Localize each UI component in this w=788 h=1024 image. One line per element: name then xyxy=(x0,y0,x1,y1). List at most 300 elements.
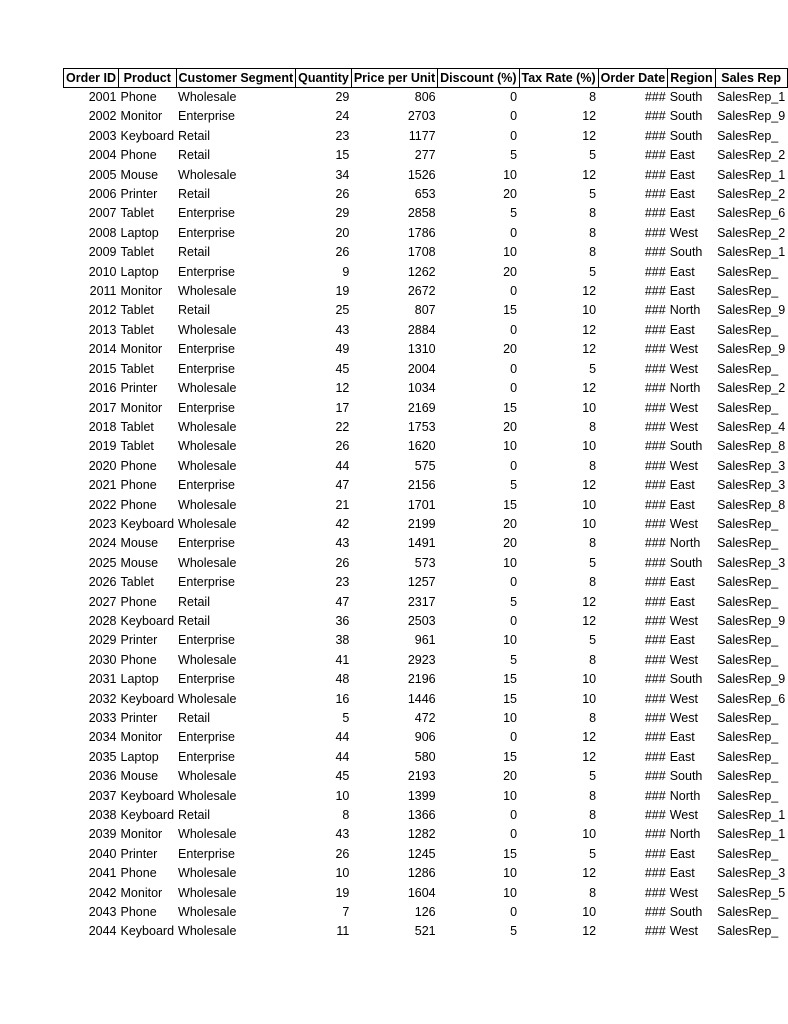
cell-order-id[interactable]: 2017 xyxy=(88,400,117,415)
cell-order-date[interactable]: ### xyxy=(644,361,666,376)
cell-price-per-unit[interactable]: 580 xyxy=(414,749,436,764)
cell-quantity[interactable]: 22 xyxy=(335,419,350,434)
cell-discount[interactable]: 5 xyxy=(510,148,518,163)
cell-tax-rate[interactable]: 8 xyxy=(589,458,597,473)
cell-order-id[interactable]: 2037 xyxy=(88,788,117,803)
cell-discount[interactable]: 15 xyxy=(503,497,518,512)
cell-discount[interactable]: 10 xyxy=(503,788,518,803)
cell-quantity[interactable]: 19 xyxy=(335,284,350,299)
cell-product[interactable]: Printer xyxy=(120,381,158,396)
cell-order-id[interactable]: 2029 xyxy=(88,633,117,648)
cell-tax-rate[interactable]: 8 xyxy=(589,885,597,900)
cell-order-date[interactable]: ### xyxy=(644,691,666,706)
cell-customer-segment[interactable]: Wholesale xyxy=(178,769,237,784)
cell-order-date[interactable]: ### xyxy=(644,536,666,551)
cell-quantity[interactable]: 36 xyxy=(335,613,350,628)
cell-region[interactable]: South xyxy=(669,769,703,784)
cell-region[interactable]: East xyxy=(669,264,695,279)
cell-order-date[interactable]: ### xyxy=(644,827,666,842)
cell-product[interactable]: Mouse xyxy=(120,769,159,784)
cell-quantity[interactable]: 16 xyxy=(335,691,350,706)
cell-sales-rep[interactable]: SalesRep_4 xyxy=(717,419,786,434)
cell-product[interactable]: Printer xyxy=(120,846,158,861)
cell-price-per-unit[interactable]: 1034 xyxy=(407,381,436,396)
cell-tax-rate[interactable]: 10 xyxy=(582,827,597,842)
cell-sales-rep[interactable]: SalesRep_ xyxy=(717,749,779,764)
cell-order-date[interactable]: ### xyxy=(644,905,666,920)
cell-product[interactable]: Monitor xyxy=(120,885,163,900)
cell-quantity[interactable]: 29 xyxy=(335,90,350,104)
cell-discount[interactable]: 0 xyxy=(510,905,518,920)
cell-price-per-unit[interactable]: 1701 xyxy=(407,497,436,512)
cell-order-id[interactable]: 2036 xyxy=(88,769,117,784)
cell-product[interactable]: Mouse xyxy=(120,167,159,182)
cell-tax-rate[interactable]: 8 xyxy=(589,575,597,590)
cell-discount[interactable]: 15 xyxy=(503,400,518,415)
cell-product[interactable]: Keyboard xyxy=(120,613,175,628)
cell-discount[interactable]: 10 xyxy=(503,167,518,182)
cell-sales-rep[interactable]: SalesRep_3 xyxy=(717,478,786,493)
cell-quantity[interactable]: 44 xyxy=(335,730,350,745)
cell-discount[interactable]: 15 xyxy=(503,303,518,318)
cell-order-date[interactable]: ### xyxy=(644,245,666,260)
cell-order-id[interactable]: 2042 xyxy=(88,885,117,900)
cell-customer-segment[interactable]: Retail xyxy=(178,711,210,725)
cell-price-per-unit[interactable]: 472 xyxy=(414,711,436,725)
cell-order-date[interactable]: ### xyxy=(644,575,666,590)
cell-order-date[interactable]: ### xyxy=(644,167,666,182)
cell-sales-rep[interactable]: SalesRep_9 xyxy=(717,342,786,357)
cell-sales-rep[interactable]: SalesRep_8 xyxy=(717,497,786,512)
cell-discount[interactable]: 5 xyxy=(510,652,518,667)
cell-order-id[interactable]: 2044 xyxy=(88,924,117,939)
cell-region[interactable]: East xyxy=(669,749,695,764)
cell-discount[interactable]: 0 xyxy=(510,90,518,104)
cell-order-date[interactable]: ### xyxy=(644,769,666,784)
cell-customer-segment[interactable]: Retail xyxy=(178,128,210,143)
cell-product[interactable]: Laptop xyxy=(120,225,159,240)
cell-tax-rate[interactable]: 10 xyxy=(582,905,597,920)
cell-price-per-unit[interactable]: 1245 xyxy=(407,846,436,861)
cell-region[interactable]: North xyxy=(669,827,701,842)
cell-quantity[interactable]: 43 xyxy=(335,536,350,551)
cell-quantity[interactable]: 45 xyxy=(335,769,350,784)
cell-region[interactable]: South xyxy=(669,439,703,454)
cell-order-date[interactable]: ### xyxy=(644,264,666,279)
cell-sales-rep[interactable]: SalesRep_8 xyxy=(717,439,786,454)
cell-price-per-unit[interactable]: 277 xyxy=(414,148,436,163)
cell-region[interactable]: North xyxy=(669,536,701,551)
cell-price-per-unit[interactable]: 521 xyxy=(414,924,436,939)
cell-discount[interactable]: 20 xyxy=(503,536,518,551)
cell-price-per-unit[interactable]: 2004 xyxy=(407,361,436,376)
cell-order-date[interactable]: ### xyxy=(644,613,666,628)
cell-quantity[interactable]: 26 xyxy=(335,555,350,570)
cell-order-id[interactable]: 2038 xyxy=(88,808,117,823)
cell-order-id[interactable]: 2027 xyxy=(88,594,117,609)
cell-sales-rep[interactable]: SalesRep_3 xyxy=(717,458,786,473)
cell-product[interactable]: Tablet xyxy=(120,439,154,454)
cell-price-per-unit[interactable]: 2884 xyxy=(407,322,436,337)
cell-price-per-unit[interactable]: 806 xyxy=(414,90,436,104)
cell-product[interactable]: Tablet xyxy=(120,575,154,590)
cell-tax-rate[interactable]: 8 xyxy=(589,711,597,725)
cell-quantity[interactable]: 7 xyxy=(342,905,350,920)
cell-discount[interactable]: 10 xyxy=(503,633,518,648)
cell-order-id[interactable]: 2025 xyxy=(88,555,117,570)
cell-customer-segment[interactable]: Retail xyxy=(178,148,210,163)
cell-tax-rate[interactable]: 5 xyxy=(589,361,597,376)
cell-region[interactable]: South xyxy=(669,128,703,143)
cell-product[interactable]: Keyboard xyxy=(120,924,175,939)
cell-region[interactable]: East xyxy=(669,633,695,648)
cell-quantity[interactable]: 11 xyxy=(336,924,350,939)
cell-order-id[interactable]: 2034 xyxy=(88,730,117,745)
cell-order-date[interactable]: ### xyxy=(644,225,666,240)
cell-order-id[interactable]: 2043 xyxy=(88,905,117,920)
cell-order-date[interactable]: ### xyxy=(644,342,666,357)
cell-quantity[interactable]: 41 xyxy=(335,652,350,667)
cell-tax-rate[interactable]: 12 xyxy=(582,594,597,609)
cell-order-id[interactable]: 2020 xyxy=(88,458,117,473)
cell-region[interactable]: South xyxy=(669,90,703,104)
cell-region[interactable]: West xyxy=(669,419,698,434)
cell-discount[interactable]: 0 xyxy=(510,128,518,143)
cell-order-id[interactable]: 2011 xyxy=(89,284,117,299)
cell-discount[interactable]: 0 xyxy=(510,225,518,240)
cell-tax-rate[interactable]: 10 xyxy=(582,497,597,512)
cell-discount[interactable]: 20 xyxy=(503,342,518,357)
cell-product[interactable]: Phone xyxy=(120,497,157,512)
cell-region[interactable]: West xyxy=(669,361,698,376)
cell-sales-rep[interactable]: SalesRep_1 xyxy=(717,90,786,104)
cell-customer-segment[interactable]: Retail xyxy=(178,187,210,202)
cell-order-date[interactable]: ### xyxy=(644,885,666,900)
cell-order-id[interactable]: 2023 xyxy=(88,516,117,531)
cell-tax-rate[interactable]: 5 xyxy=(589,264,597,279)
cell-customer-segment[interactable]: Wholesale xyxy=(178,167,237,182)
cell-tax-rate[interactable]: 8 xyxy=(589,90,597,104)
cell-tax-rate[interactable]: 10 xyxy=(582,691,597,706)
cell-order-id[interactable]: 2009 xyxy=(88,245,117,260)
cell-product[interactable]: Keyboard xyxy=(120,128,175,143)
cell-quantity[interactable]: 17 xyxy=(335,400,350,415)
cell-price-per-unit[interactable]: 2923 xyxy=(407,652,436,667)
cell-product[interactable]: Tablet xyxy=(120,206,154,221)
cell-tax-rate[interactable]: 10 xyxy=(582,439,597,454)
cell-order-id[interactable]: 2010 xyxy=(88,264,117,279)
cell-region[interactable]: West xyxy=(669,225,698,240)
cell-order-id[interactable]: 2040 xyxy=(88,846,117,861)
cell-region[interactable]: East xyxy=(669,284,695,299)
cell-region[interactable]: West xyxy=(669,808,698,823)
cell-order-id[interactable]: 2019 xyxy=(88,439,117,454)
cell-product[interactable]: Printer xyxy=(120,633,158,648)
cell-product[interactable]: Laptop xyxy=(120,672,159,687)
cell-quantity[interactable]: 23 xyxy=(335,128,350,143)
cell-sales-rep[interactable]: SalesRep_ xyxy=(717,575,779,590)
header-quantity[interactable]: Quantity xyxy=(296,69,352,88)
cell-tax-rate[interactable]: 12 xyxy=(582,381,597,396)
cell-tax-rate[interactable]: 12 xyxy=(582,730,597,745)
cell-sales-rep[interactable]: SalesRep_3 xyxy=(717,555,786,570)
cell-order-id[interactable]: 2015 xyxy=(88,361,117,376)
cell-order-date[interactable]: ### xyxy=(644,284,666,299)
cell-region[interactable]: West xyxy=(669,924,698,939)
header-order-id[interactable]: Order ID xyxy=(64,69,119,88)
cell-discount[interactable]: 15 xyxy=(503,672,518,687)
cell-tax-rate[interactable]: 5 xyxy=(589,148,597,163)
cell-product[interactable]: Tablet xyxy=(120,361,154,376)
cell-quantity[interactable]: 42 xyxy=(335,516,350,531)
cell-region[interactable]: South xyxy=(669,109,703,124)
cell-order-id[interactable]: 2018 xyxy=(88,419,117,434)
cell-product[interactable]: Printer xyxy=(120,711,158,725)
cell-region[interactable]: East xyxy=(669,167,695,182)
cell-customer-segment[interactable]: Enterprise xyxy=(178,264,236,279)
cell-sales-rep[interactable]: SalesRep_ xyxy=(717,905,779,920)
cell-customer-segment[interactable]: Wholesale xyxy=(178,439,237,454)
cell-order-date[interactable]: ### xyxy=(644,652,666,667)
cell-price-per-unit[interactable]: 2858 xyxy=(407,206,436,221)
cell-sales-rep[interactable]: SalesRep_1 xyxy=(717,167,786,182)
cell-discount[interactable]: 20 xyxy=(503,769,518,784)
cell-order-date[interactable]: ### xyxy=(644,419,666,434)
cell-tax-rate[interactable]: 5 xyxy=(589,187,597,202)
cell-customer-segment[interactable]: Wholesale xyxy=(178,866,237,881)
cell-sales-rep[interactable]: SalesRep_2 xyxy=(717,148,786,163)
cell-order-id[interactable]: 2016 xyxy=(88,381,117,396)
cell-quantity[interactable]: 8 xyxy=(342,808,350,823)
cell-price-per-unit[interactable]: 1491 xyxy=(407,536,436,551)
cell-quantity[interactable]: 49 xyxy=(335,342,350,357)
cell-sales-rep[interactable]: SalesRep_5 xyxy=(717,885,786,900)
cell-price-per-unit[interactable]: 126 xyxy=(414,905,436,920)
cell-customer-segment[interactable]: Enterprise xyxy=(178,846,236,861)
cell-order-id[interactable]: 2007 xyxy=(88,206,117,221)
cell-region[interactable]: West xyxy=(669,400,698,415)
cell-quantity[interactable]: 21 xyxy=(335,497,350,512)
cell-order-id[interactable]: 2022 xyxy=(88,497,117,512)
cell-product[interactable]: Monitor xyxy=(120,284,163,299)
cell-quantity[interactable]: 45 xyxy=(335,361,350,376)
header-order-date[interactable]: Order Date xyxy=(598,69,668,88)
cell-product[interactable]: Tablet xyxy=(120,245,154,260)
cell-product[interactable]: Mouse xyxy=(120,555,159,570)
cell-price-per-unit[interactable]: 807 xyxy=(414,303,436,318)
cell-customer-segment[interactable]: Wholesale xyxy=(178,322,237,337)
cell-customer-segment[interactable]: Enterprise xyxy=(178,749,236,764)
cell-quantity[interactable]: 20 xyxy=(335,225,350,240)
cell-order-date[interactable]: ### xyxy=(644,206,666,221)
cell-region[interactable]: East xyxy=(669,846,695,861)
cell-tax-rate[interactable]: 8 xyxy=(589,652,597,667)
cell-region[interactable]: East xyxy=(669,866,695,881)
cell-price-per-unit[interactable]: 1282 xyxy=(407,827,436,842)
cell-tax-rate[interactable]: 12 xyxy=(582,749,597,764)
cell-product[interactable]: Printer xyxy=(120,187,158,202)
cell-quantity[interactable]: 9 xyxy=(342,264,350,279)
cell-discount[interactable]: 15 xyxy=(503,749,518,764)
cell-order-id[interactable]: 2001 xyxy=(88,90,117,104)
cell-product[interactable]: Phone xyxy=(120,90,157,104)
cell-customer-segment[interactable]: Wholesale xyxy=(178,497,237,512)
cell-price-per-unit[interactable]: 1446 xyxy=(407,691,436,706)
cell-quantity[interactable]: 10 xyxy=(335,866,350,881)
cell-price-per-unit[interactable]: 1366 xyxy=(407,808,436,823)
cell-discount[interactable]: 0 xyxy=(510,613,518,628)
cell-sales-rep[interactable]: SalesRep_ xyxy=(717,400,779,415)
cell-order-date[interactable]: ### xyxy=(644,730,666,745)
cell-order-id[interactable]: 2024 xyxy=(88,536,117,551)
cell-customer-segment[interactable]: Enterprise xyxy=(178,575,236,590)
cell-sales-rep[interactable]: SalesRep_ xyxy=(717,264,779,279)
cell-tax-rate[interactable]: 12 xyxy=(582,342,597,357)
cell-tax-rate[interactable]: 8 xyxy=(589,206,597,221)
cell-region[interactable]: East xyxy=(669,497,695,512)
cell-customer-segment[interactable]: Wholesale xyxy=(178,90,237,104)
cell-customer-segment[interactable]: Wholesale xyxy=(178,555,237,570)
cell-quantity[interactable]: 26 xyxy=(335,245,350,260)
cell-order-id[interactable]: 2028 xyxy=(88,613,117,628)
cell-price-per-unit[interactable]: 906 xyxy=(414,730,436,745)
cell-region[interactable]: West xyxy=(669,885,698,900)
cell-discount[interactable]: 10 xyxy=(503,711,518,725)
cell-order-id[interactable]: 2039 xyxy=(88,827,117,842)
cell-quantity[interactable]: 38 xyxy=(335,633,350,648)
cell-tax-rate[interactable]: 12 xyxy=(582,109,597,124)
cell-region[interactable]: West xyxy=(669,652,698,667)
cell-order-date[interactable]: ### xyxy=(644,458,666,473)
cell-order-date[interactable]: ### xyxy=(644,866,666,881)
cell-price-per-unit[interactable]: 573 xyxy=(414,555,436,570)
cell-order-id[interactable]: 2030 xyxy=(88,652,117,667)
header-product[interactable]: Product xyxy=(119,69,177,88)
cell-quantity[interactable]: 5 xyxy=(342,711,350,725)
cell-discount[interactable]: 0 xyxy=(510,381,518,396)
cell-tax-rate[interactable]: 8 xyxy=(589,419,597,434)
cell-region[interactable]: North xyxy=(669,303,701,318)
cell-product[interactable]: Phone xyxy=(120,458,157,473)
cell-order-date[interactable]: ### xyxy=(644,749,666,764)
cell-quantity[interactable]: 15 xyxy=(335,148,350,163)
cell-discount[interactable]: 20 xyxy=(503,419,518,434)
cell-product[interactable]: Mouse xyxy=(120,536,159,551)
cell-order-id[interactable]: 2002 xyxy=(88,109,117,124)
cell-product[interactable]: Monitor xyxy=(120,827,163,842)
cell-customer-segment[interactable]: Wholesale xyxy=(178,516,237,531)
cell-quantity[interactable]: 23 xyxy=(335,575,350,590)
cell-quantity[interactable]: 47 xyxy=(335,478,350,493)
cell-tax-rate[interactable]: 10 xyxy=(582,516,597,531)
cell-price-per-unit[interactable]: 2193 xyxy=(407,769,436,784)
cell-customer-segment[interactable]: Retail xyxy=(178,245,210,260)
cell-region[interactable]: East xyxy=(669,206,695,221)
cell-customer-segment[interactable]: Wholesale xyxy=(178,788,237,803)
cell-price-per-unit[interactable]: 1399 xyxy=(407,788,436,803)
cell-region[interactable]: East xyxy=(669,322,695,337)
cell-discount[interactable]: 0 xyxy=(510,730,518,745)
cell-sales-rep[interactable]: SalesRep_2 xyxy=(717,187,786,202)
cell-product[interactable]: Phone xyxy=(120,866,157,881)
cell-customer-segment[interactable]: Retail xyxy=(178,613,210,628)
cell-region[interactable]: West xyxy=(669,613,698,628)
cell-region[interactable]: East xyxy=(669,478,695,493)
header-discount[interactable]: Discount (%) xyxy=(438,69,519,88)
cell-region[interactable]: East xyxy=(669,594,695,609)
cell-sales-rep[interactable]: SalesRep_ xyxy=(717,516,779,531)
cell-price-per-unit[interactable]: 1310 xyxy=(407,342,436,357)
cell-tax-rate[interactable]: 12 xyxy=(582,322,597,337)
cell-customer-segment[interactable]: Enterprise xyxy=(178,672,236,687)
cell-region[interactable]: South xyxy=(669,245,703,260)
cell-order-date[interactable]: ### xyxy=(644,672,666,687)
cell-region[interactable]: North xyxy=(669,381,701,396)
cell-product[interactable]: Phone xyxy=(120,652,157,667)
cell-quantity[interactable]: 47 xyxy=(335,594,350,609)
cell-price-per-unit[interactable]: 1262 xyxy=(407,264,436,279)
cell-order-id[interactable]: 2033 xyxy=(88,711,117,725)
cell-order-id[interactable]: 2035 xyxy=(88,749,117,764)
cell-product[interactable]: Phone xyxy=(120,905,157,920)
cell-order-id[interactable]: 2021 xyxy=(88,478,117,493)
cell-product[interactable]: Monitor xyxy=(120,109,163,124)
cell-quantity[interactable]: 19 xyxy=(335,885,350,900)
cell-quantity[interactable]: 26 xyxy=(335,846,350,861)
cell-product[interactable]: Tablet xyxy=(120,419,154,434)
cell-region[interactable]: West xyxy=(669,516,698,531)
cell-order-id[interactable]: 2012 xyxy=(88,303,117,318)
cell-price-per-unit[interactable]: 1708 xyxy=(407,245,436,260)
cell-tax-rate[interactable]: 12 xyxy=(582,167,597,182)
cell-product[interactable]: Keyboard xyxy=(120,788,175,803)
cell-product[interactable]: Laptop xyxy=(120,749,159,764)
cell-region[interactable]: West xyxy=(669,342,698,357)
cell-customer-segment[interactable]: Enterprise xyxy=(178,342,236,357)
cell-price-per-unit[interactable]: 2169 xyxy=(407,400,436,415)
cell-customer-segment[interactable]: Wholesale xyxy=(178,381,237,396)
cell-order-id[interactable]: 2032 xyxy=(88,691,117,706)
cell-order-date[interactable]: ### xyxy=(644,924,666,939)
cell-quantity[interactable]: 12 xyxy=(335,381,350,396)
cell-sales-rep[interactable]: SalesRep_6 xyxy=(717,206,786,221)
cell-order-id[interactable]: 2006 xyxy=(88,187,117,202)
cell-quantity[interactable]: 48 xyxy=(335,672,350,687)
cell-sales-rep[interactable]: SalesRep_9 xyxy=(717,613,786,628)
cell-customer-segment[interactable]: Wholesale xyxy=(178,284,237,299)
cell-discount[interactable]: 5 xyxy=(510,924,518,939)
cell-discount[interactable]: 5 xyxy=(510,206,518,221)
cell-customer-segment[interactable]: Enterprise xyxy=(178,478,236,493)
cell-region[interactable]: West xyxy=(669,691,698,706)
cell-customer-segment[interactable]: Wholesale xyxy=(178,885,237,900)
cell-tax-rate[interactable]: 8 xyxy=(589,225,597,240)
cell-tax-rate[interactable]: 8 xyxy=(589,536,597,551)
cell-product[interactable]: Keyboard xyxy=(120,691,175,706)
cell-discount[interactable]: 0 xyxy=(510,458,518,473)
cell-product[interactable]: Tablet xyxy=(120,322,154,337)
cell-price-per-unit[interactable]: 1753 xyxy=(407,419,436,434)
cell-discount[interactable]: 0 xyxy=(510,361,518,376)
cell-tax-rate[interactable]: 10 xyxy=(582,672,597,687)
cell-order-date[interactable]: ### xyxy=(644,808,666,823)
cell-product[interactable]: Phone xyxy=(120,148,157,163)
cell-quantity[interactable]: 26 xyxy=(335,187,350,202)
cell-sales-rep[interactable]: SalesRep_ xyxy=(717,594,779,609)
cell-sales-rep[interactable]: SalesRep_ xyxy=(717,361,779,376)
cell-tax-rate[interactable]: 8 xyxy=(589,245,597,260)
cell-tax-rate[interactable]: 12 xyxy=(582,866,597,881)
